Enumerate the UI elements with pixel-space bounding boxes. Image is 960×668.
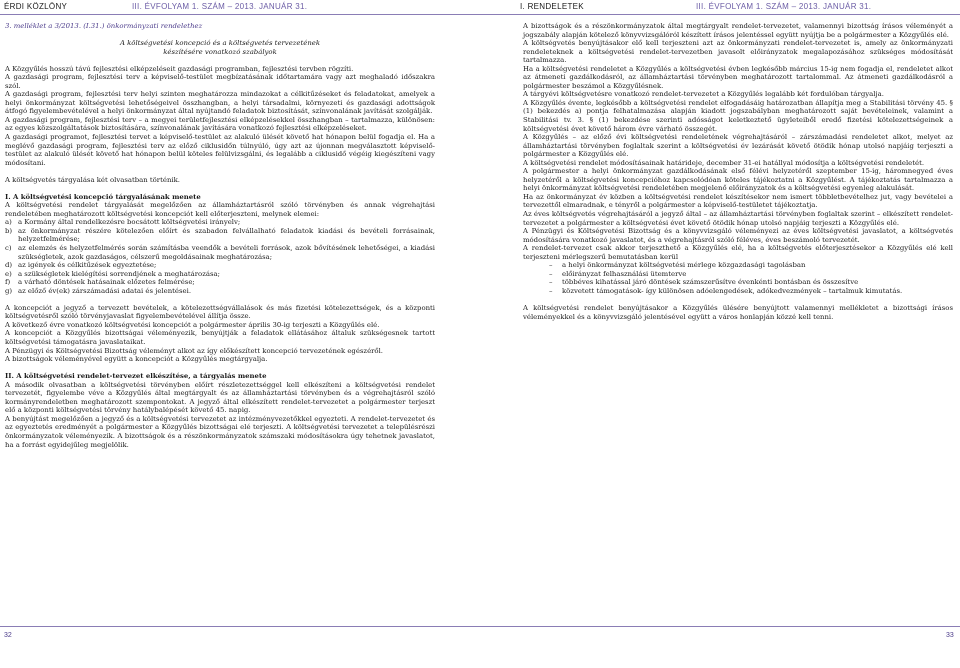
list-item <box>523 278 953 287</box>
paragraph: Ha a költségvetési rendeletet a Közgyűlés a költségvetési évben legkésőbb március 15-ig nem fogadja el, rendeletet alkot az átmeneti gazdálkodásról, az államháztartási törvényben meghatározott tartalommal. Az átmeneti gazdálkodásról a polgármester beszámol a Közgyűlésnek. <box>523 64 953 90</box>
list-item-text: a szükségletek kielégítési sorrendjének a meghatározása; <box>18 269 220 278</box>
list-marker: b) <box>5 226 13 235</box>
list-marker: g) <box>5 286 13 295</box>
paragraph: A Közgyűlés – az előző évi költségvetési rendeletének végrehajtásáról – zárszámadási rendeletet alkot, melyet az államháztartási törvényben foglaltak szerint a költségvetési év lezárását követő ötödik hónap utolsó napjáig terjeszti a polgármester a Közgyűlés elé. <box>523 133 953 159</box>
document-title: A költségvetési koncepció és a költségvetés tervezetének <box>119 39 321 48</box>
paragraph-gap <box>5 56 435 65</box>
issue-info-right: III. ÉVFOLYAM 1. SZÁM – 2013. JANUÁR 31. <box>696 2 872 11</box>
list-marker: d) <box>5 261 13 270</box>
list-item <box>5 278 435 287</box>
paragraph-gap <box>5 167 435 176</box>
page-number-left: 32 <box>4 632 12 639</box>
list-item-text: az előző év(ek) zárszámadási adatai és jelentései. <box>18 286 192 295</box>
paragraph: A bizottságok és a részönkormányzatok által megtárgyalt rendelet-tervezetet, valamennyi bizottság írásos véleményét a jogszabály alapján kötelező könyvvizsgálóról készített írásos jelentéssel együtt nyújtja be a polgármester a Közgyűlés elé. <box>523 22 953 39</box>
paragraph-gap <box>523 296 953 305</box>
list-item-text: az elemzés és helyzetfelmérés során számításba veendők a bevételi források, azok bővítésének lehetőségei, a kiadási szükségletek, azok gazdaságos, célszerű megoldásainak meghatározása; <box>18 244 435 261</box>
list-marker: c) <box>5 244 12 253</box>
paragraph-gap <box>5 364 435 373</box>
paragraph: A koncepciót a jegyző a tervezett bevételek, a kötelezettségvállalások és más fizetési kötelezettségek, és a központi költségvetésről szóló törvényjavaslat figyelembevételével állítja össze. <box>5 303 435 321</box>
paragraph: A benyújtást megelőzően a jegyző és a költségvetési tervezetet az intézményvezetőkkel egyezteti. A rendelet-tervezetet és az egyeztetés eredményét a polgármester a Közgyűlés bizottságai elé terjeszti. A költségvetési tervezetet a településrészi önkormányzatok véleményezik. A bizottságok és a részönkormányzatok számszaki módosításokra úgy tehetnek javaslatot, ha a forrást egyidejűleg megjelölik. <box>5 414 435 449</box>
list-item-text: az önkormányzat részére kötelezően előírt és szabadon felvállalható feladatok kiadási és bevételi forrásainak, helyzetfelmérése; <box>18 226 435 244</box>
paragraph: A költségvetési rendelet benyújtásakor a Közgyűlés ülésére benyújtott valamennyi mellékletet a bizottsági írásos véleményekkel és a könyvvizsgáló jelentésével együtt a város honlapján közzé kell tenni. <box>523 304 953 321</box>
left-column <box>5 22 435 449</box>
list-item-text: a Kormány által rendelkezésre bocsátott költségvetési irányelv; <box>18 218 241 227</box>
paragraph: Ha az önkormányzat év közben a költségvetési rendelet készítésekor nem ismert többletbevételhez jut, vagy bevételei a tervezettől elmaradnak, e tényről a polgármester a képviselő-testületet tájékoztatja. <box>523 192 953 210</box>
paragraph: A gazdasági program, fejlesztési terv helyi szinten meghatározza mindazokat a célkitűzéseket és feladatokat, amelyek a helyi önkormányzat költségvetési lehetőségeivel összhangban, a helyi társadalmi, környezeti és gazdasági adottságok átfogó figyelembevételével a helyi önkormányzat által nyújtandó feladatok biztosítását, színvonalának javítását szolgálják. <box>5 90 435 116</box>
right-column <box>523 22 953 321</box>
section-heading: II. A költségvetési rendelet-tervezet elkészítése, a tárgyalás menete <box>5 372 267 381</box>
list-item <box>5 261 435 270</box>
header-divider <box>0 14 960 15</box>
paragraph: A polgármester a helyi önkormányzat gazdálkodásának első félévi helyzetéről szeptember 15-ig, háromnegyed éves helyzetéről a költségvetési koncepcióhoz kapcsolódóan köteles tájékoztatni a Közgyűlést. A tájékoztatás tartalmazza a helyi önkormányzat költségvetési rendeletében megjelenő előirányzatok és a költségvetési egyenleg alakulását. <box>523 167 953 193</box>
list-item <box>5 287 435 296</box>
list-marker: – <box>549 269 553 278</box>
list-marker: f) <box>5 278 11 287</box>
paragraph: Az éves költségvetés végrehajtásáról a jegyző által – az államháztartási törvényben foglaltak szerint – elkészített rendelet-tervezetet a polgármester a költségvetési évet követő ötödik hónap utolsó napjáig terjeszti a Közgyűlés elé. <box>523 210 953 227</box>
list-item-text: közvetett támogatások- így különösen adóelengedések, adókedvezmények – tartalmuk kimutatás. <box>562 286 903 295</box>
document-title: készítésére vonatkozó szabályok <box>163 47 277 56</box>
paragraph: A költségvetési rendelet tárgyalását megelőzően az államháztartásról szóló törvényben és annak végrehajtási rendeletében meghatározott költségvetési koncepciót kell előterjeszteni, melynek elemei: <box>5 201 435 218</box>
paragraph-gap <box>5 295 435 304</box>
list-item-text: a helyi önkormányzat költségvetési mérlege közgazdasági tagolásban <box>562 261 806 270</box>
paragraph: A koncepciót a Közgyűlés bizottságai véleményezik, benyújtják a feladatok ellátásához általuk szükségesnek tartott költségvetési támogatásra javaslataikat. <box>5 329 435 346</box>
paragraph: A költségvetési rendelet módosításainak határideje, december 31-ei hatállyal módosítja a költségvetési rendeletét. <box>523 158 925 167</box>
issue-info-left: III. ÉVFOLYAM 1. SZÁM – 2013. JANUÁR 31. <box>132 2 308 11</box>
footer-divider <box>0 626 960 627</box>
list-marker: – <box>549 286 553 295</box>
list-marker: e) <box>5 269 12 278</box>
list-item-text: az igények és célkitűzések egyeztetése; <box>18 261 157 270</box>
section-heading: I. A költségvetési koncepció tárgyalásának menete <box>5 192 201 201</box>
list-item-text: előirányzat felhasználási ütemterve <box>562 269 687 278</box>
list-item <box>523 261 953 270</box>
annex-reference: 3. melléklet a 3/2013. (I.31.) önkormányzati rendelethez <box>5 22 203 30</box>
paragraph: A költségvetés benyújtásakor elő kell terjeszteni azt az önkormányzati rendelet-tervezetet is, amely az önkormányzati rendeleteknek a költségvetési rendelet-tervezetben javasolt előirányzatok megalapozásához szükséges módosítását tartalmazza. <box>523 39 953 65</box>
paragraph: A második olvasatban a költségvetési törvényben előírt részletezettséggel kell elkészíteni a költségvetési rendelet tervezetét, figyelembe véve a Közgyűlés által megtárgyalt és az államháztartási törvényben és a végrehajtásról szóló kormányrendeletben meghatározott szempontokat. A jegyző által elkészített rendelet-tervezetet a polgármester terjeszt elő a központi költségvetési törvény hatálybalépését követő 45. napig. <box>5 380 435 415</box>
list-marker: a) <box>5 218 12 227</box>
list-item <box>5 218 435 227</box>
list-item <box>523 287 953 296</box>
page-header <box>0 0 960 14</box>
publication-title: ÉRDI KÖZLÖNY <box>4 2 68 11</box>
paragraph: A következő évre vonatkozó költségvetési koncepciót a polgármester április 30-ig terjeszti a Közgyűlés elé. <box>5 320 380 329</box>
list-item-text: a várható döntések hatásainak előzetes felmérése; <box>18 278 195 287</box>
page-number-right: 33 <box>946 632 954 639</box>
list-item-text: többéves kihatással járó döntések számszerűsítve évenkénti bontásban és összesítve <box>562 278 859 287</box>
paragraph: A tárgyévi költségvetésre vonatkozó rendelet-tervezetet a Közgyűlés legalább két fordulóban tárgyalja. <box>523 90 884 99</box>
paragraph-gap <box>5 184 435 193</box>
list-marker: – <box>549 278 553 287</box>
paragraph: A Közgyűlés évente, legkésőbb a költségvetési rendelet elfogadásáig határozatban állapítja meg a Stabilitási törvény 45. § (1) bekezdés a) pontja felhatalmazása alapján kiadott jogszabályban meghatározott saját bevételeinek, valamint a Stabilitási tv. 3. § (1) bekezdése szerinti adósságot keletkeztető ügyleteiből eredő fizetési kötelezettségeinek a költségvetési évet követő három évre várható összegét. <box>523 98 953 133</box>
paragraph: A gazdasági program, fejlesztési terv a képviselő-testület megbízatásának időtartamára vagy azt meghaladó időszakra szól. <box>5 73 435 90</box>
paragraph: A bizottságok véleményével együtt a koncepciót a Közgyűlés megtárgyalja. <box>5 355 268 364</box>
list-item <box>5 244 435 261</box>
paragraph: A Pénzügyi és Költségvetési Bizottság véleményt alkot az így előkészített koncepció tervezetének egészéről. <box>5 346 383 355</box>
paragraph: A rendelet-tervezet csak akkor terjeszthető a Közgyűlés elé, ha a költségvetés előterjesztésekor a Közgyűlés elé kell terjeszteni mérlegszerű bemutatásban kerül <box>523 244 953 261</box>
paragraph: A Pénzügyi és Költségvetési Bizottság és a könyvvizsgáló véleményezi az éves költségvetési javaslatot, a költségvetés módosítására vonatkozó javaslatot, és a végrehajtásról szóló féléves, éves beszámoló tervezetét. <box>523 227 953 244</box>
paragraph-gap <box>5 31 435 40</box>
paragraph: A Közgyűlés hosszú távú fejlesztési elképzeléseit gazdasági programban, fejlesztési tervben rögzíti. <box>5 64 354 73</box>
paragraph: A költségvetés tárgyalása két olvasatban történik. <box>5 175 180 184</box>
list-item <box>5 270 435 279</box>
list-item <box>5 227 435 244</box>
paragraph: A gazdasági programot, fejlesztési tervet a képviselő-testület az alakuló ülését követő hat hónapon belül fogadja el. Ha a meglévő gazdasági program, fejlesztési terv az előző ciklusidőn túlnyúló, úgy azt az újonnan megválasztott képviselő-testület az alakuló ülését követő hat hónapon belül köteles felülvizsgálni, és legalább a ciklusidő végéig kiegészíteni vagy módosítani. <box>5 133 435 167</box>
list-marker: – <box>549 261 553 270</box>
section-title: I. RENDELETEK <box>520 2 584 11</box>
paragraph: A gazdasági program, fejlesztési terv – a megyei területfejlesztési elképzelésekkel összhangban – tartalmazza, különösen: az egyes közszolgáltatások biztosítására, színvonalának javítására vonatkozó fejlesztési elképzeléseket. <box>5 115 435 133</box>
